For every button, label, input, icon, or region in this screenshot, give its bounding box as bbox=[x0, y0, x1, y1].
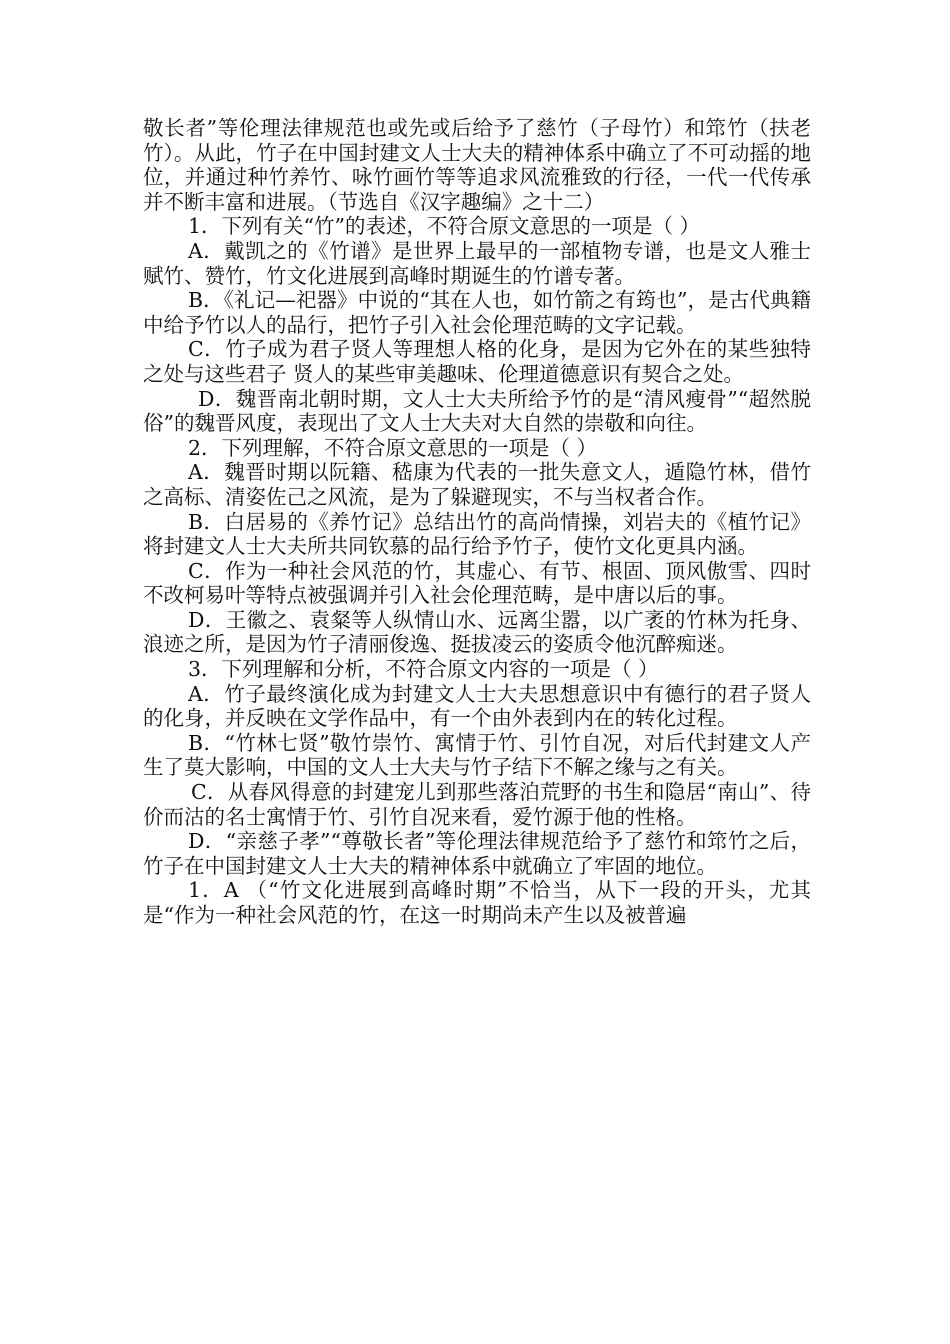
question-1: 1．下列有关“竹”的表述，不符合原文意思的一项是（ ） bbox=[188, 214, 701, 239]
question-3-option-d: D．“亲慈子孝”“尊敬长者”等伦理法律规范给予了慈竹和筇竹之后，竹子在中国封建文人士大夫的精神体系中就确立了牢固的地位。 bbox=[143, 829, 811, 878]
question-2: 2．下列理解，不符合原文意思的一项是（ ） bbox=[188, 435, 598, 460]
question-2-option-b: B．白居易的《养竹记》总结出竹的高尚情操，刘岩夫的《植竹记》将封建文人士大夫所共同钦慕的品行给予竹子，使竹文化更具内涵。 bbox=[143, 509, 811, 559]
question-3: 3．下列理解和分析，不符合原文内容的一项是（ ） bbox=[188, 657, 659, 682]
document-page bbox=[143, 116, 811, 928]
paragraph-intro: 敬长者”等伦理法律规范也或先或后给予了慈竹（子母竹）和筇竹（扶老竹）。从此，竹子在中国封建文人士大夫的精神体系中确立了不可动摇的地位，并通过种竹养竹、咏竹画竹等等追求风流雅致的行径，一代一代传承并不断丰富和进展。（节选自《汉字趣编》之十二） bbox=[143, 116, 811, 214]
answer-1: 1．A （“竹文化进展到高峰时期”不恰当，从下一段的开头，尤其是“作为一种社会风范的竹，在这一时期尚未产生以及被普遍 bbox=[143, 878, 811, 927]
question-3-option-b: B．“竹林七贤”敬竹崇竹、寓情于竹、引竹自况，对后代封建文人产生了莫大影响，中国的文人士大夫与竹子结下不解之缘与之有关。 bbox=[143, 730, 811, 780]
question-1-option-b: B．《礼记—祀器》中说的“其在人也，如竹箭之有筠也”，是古代典籍中给予竹以人的品行，把竹子引入社会伦理范畴的文字记载。 bbox=[143, 288, 811, 337]
question-1-option-a: A．戴凯之的《竹谱》是世界上最早的一部植物专谱，也是文人雅士赋竹、赞竹，竹文化进展到高峰时期诞生的竹谱专著。 bbox=[143, 238, 811, 288]
question-3-option-a: A．竹子最终演化成为封建文人士大夫思想意识中有德行的君子贤人的化身，并反映在文学作品中，有一个由外表到内在的转化过程。 bbox=[143, 681, 811, 731]
question-2-option-d: D．王徽之、袁粲等人纵情山水、远离尘嚣，以广袤的竹林为托身、浪迹之所，是因为竹子清丽俊逸、挺拔凌云的姿质令他沉醉痴迷。 bbox=[143, 607, 811, 657]
question-1-option-d: D．魏晋南北朝时期，文人士大夫所给予竹的是“清风瘦骨”“超然脱俗”的魏晋风度，表现出了文人士大夫对大自然的崇敬和向往。 bbox=[143, 386, 811, 436]
question-3-option-c: C．从春风得意的封建宠儿到那些落泊荒野的书生和隐居“南山”、待价而沽的名士寓情于竹、引竹自况来看，爱竹源于他的性格。 bbox=[143, 780, 811, 829]
question-2-option-a: A．魏晋时期以阮籍、嵇康为代表的一批失意文人，遁隐竹林，借竹之高标、清姿佐己之风流，是为了躲避现实，不与当权者合作。 bbox=[143, 460, 811, 509]
question-2-option-c: C．作为一种社会风范的竹，其虚心、有节、根固、顶风傲雪、四时不改柯易叶等特点被强调并引入社会伦理范畴，是中唐以后的事。 bbox=[143, 558, 811, 608]
question-1-option-c: C．竹子成为君子贤人等理想人格的化身，是因为它外在的某些独特之处与这些君子 贤人的某些审美趣味、伦理道德意识有契合之处。 bbox=[143, 337, 811, 386]
